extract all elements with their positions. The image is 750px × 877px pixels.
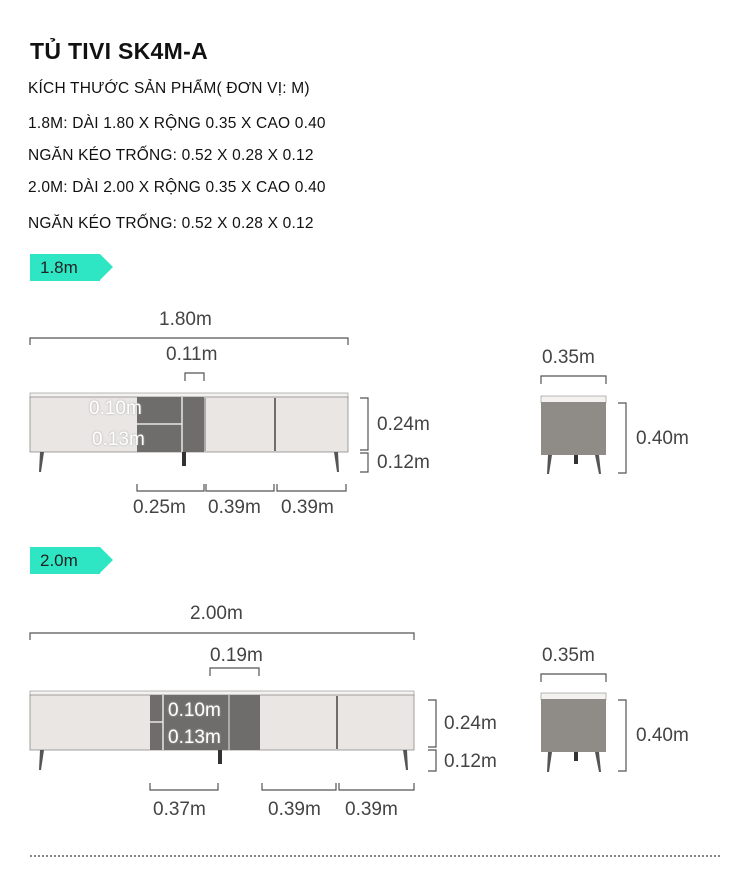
label-width-right-18: 0.39m bbox=[281, 497, 334, 518]
spec-line-18-size: 1.8M: DÀI 1.80 X RỘNG 0.35 X CAO 0.40 bbox=[28, 115, 326, 132]
label-open-top-18: 0.11m bbox=[166, 344, 218, 365]
spec-line-18-drawer: NGĂN KÉO TRỐNG: 0.52 X 0.28 X 0.12 bbox=[28, 147, 314, 164]
cabinet-front-18 bbox=[30, 393, 348, 472]
label-leg-height-20: 0.12m bbox=[444, 751, 497, 772]
dim-line-body-20 bbox=[428, 700, 436, 747]
dim-line-leg-18 bbox=[360, 453, 368, 472]
dim-line-wright-20 bbox=[339, 783, 414, 790]
label-shelf-top-20: 0.10m bbox=[168, 700, 221, 721]
spec-line-unit: KÍCH THƯỚC SẢN PHẨM( ĐƠN VỊ: M) bbox=[28, 80, 310, 97]
dim-line-body-18 bbox=[360, 398, 368, 450]
cabinet-side-18 bbox=[541, 396, 606, 474]
bottom-divider bbox=[30, 855, 720, 857]
label-width-mid-20: 0.39m bbox=[268, 799, 321, 820]
dim-line-wleft-20 bbox=[150, 783, 218, 790]
label-depth-20: 0.35m bbox=[542, 645, 595, 666]
dim-line-open-20 bbox=[210, 668, 259, 676]
label-width-mid-18: 0.39m bbox=[208, 497, 261, 518]
dim-line-wright-18 bbox=[277, 484, 346, 491]
dim-line-leg-20 bbox=[428, 750, 436, 771]
label-width-left-20: 0.37m bbox=[153, 799, 206, 820]
spec-line-20-drawer: NGĂN KÉO TRỐNG: 0.52 X 0.28 X 0.12 bbox=[28, 215, 314, 232]
dim-line-open-18 bbox=[185, 373, 204, 381]
label-leg-height-18: 0.12m bbox=[377, 452, 430, 473]
dim-line-wmid-20 bbox=[262, 783, 336, 790]
size-tag-20-label: 2.0m bbox=[40, 551, 78, 570]
dim-line-wleft-18 bbox=[137, 484, 204, 491]
cabinet-front-20 bbox=[30, 691, 414, 770]
label-body-height-18: 0.24m bbox=[377, 414, 430, 435]
dim-line-depth-20 bbox=[541, 674, 606, 682]
dim-line-wmid-18 bbox=[206, 484, 274, 491]
label-width-right-20: 0.39m bbox=[345, 799, 398, 820]
spec-line-20-size: 2.0M: DÀI 2.00 X RỘNG 0.35 X CAO 0.40 bbox=[28, 179, 326, 196]
dim-line-height-20 bbox=[618, 700, 626, 771]
label-width-left-18: 0.25m bbox=[133, 497, 186, 518]
label-shelf-bottom-18: 0.13m bbox=[92, 429, 145, 450]
page-title: TỦ TIVI SK4M-A bbox=[30, 38, 208, 64]
label-shelf-bottom-20: 0.13m bbox=[168, 727, 221, 748]
dim-line-height-18 bbox=[618, 403, 626, 473]
label-shelf-top-18: 0.10m bbox=[89, 398, 142, 419]
label-total-length-20: 2.00m bbox=[190, 603, 243, 624]
label-total-length-18: 1.80m bbox=[159, 309, 212, 330]
label-open-top-20: 0.19m bbox=[210, 645, 263, 666]
size-tag-18-label: 1.8m bbox=[40, 258, 78, 277]
cabinet-side-20 bbox=[541, 693, 606, 772]
dim-line-depth-18 bbox=[541, 376, 606, 384]
label-height-20: 0.40m bbox=[636, 725, 689, 746]
label-body-height-20: 0.24m bbox=[444, 713, 497, 734]
label-height-18: 0.40m bbox=[636, 428, 689, 449]
dim-line-total-20 bbox=[30, 633, 414, 640]
label-depth-18: 0.35m bbox=[542, 347, 595, 368]
